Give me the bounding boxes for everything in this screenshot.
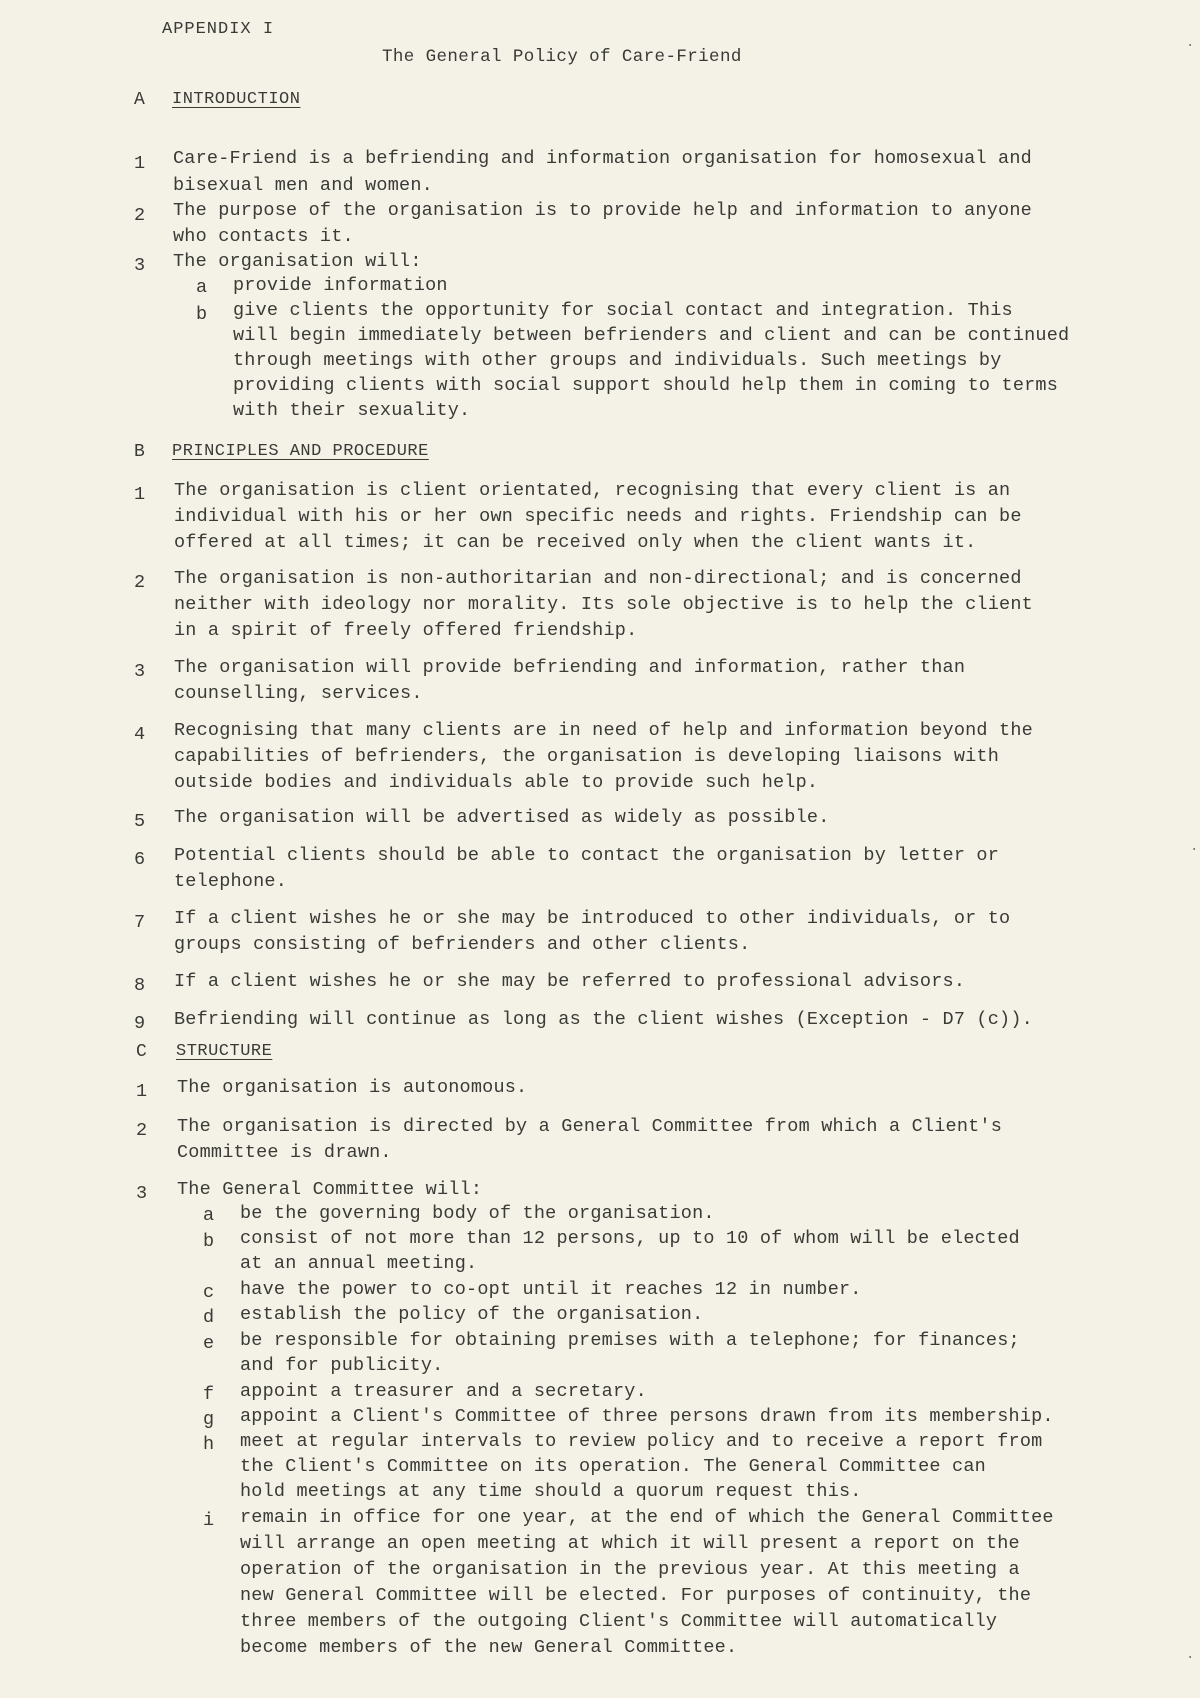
sub-item-letter: g [203, 1409, 215, 1430]
scan-mark: · [1186, 1650, 1195, 1666]
paragraph-line: offered at all times; it can be received only when the client wants it. [174, 532, 977, 553]
paragraph-line: groups consisting of befrienders and other clients. [174, 934, 751, 955]
paragraph-line: The organisation is client orientated, recognising that every client is an [174, 480, 1011, 501]
document-title: The General Policy of Care-Friend [382, 47, 742, 67]
paragraph-line: remain in office for one year, at the end of which the General Committee [240, 1507, 1054, 1528]
paragraph-line: appoint a Client's Committee of three persons drawn from its membership. [240, 1406, 1054, 1427]
paragraph-line: meet at regular intervals to review policy and to receive a report from [240, 1431, 1043, 1452]
paragraph-line: The purpose of the organisation is to provide help and information to anyone [173, 200, 1032, 221]
paragraph-line: be responsible for obtaining premises with a telephone; for finances; [240, 1330, 1020, 1351]
paragraph-line: telephone. [174, 871, 288, 892]
paragraph-line: Potential clients should be able to contact the organisation by letter or [174, 845, 1000, 866]
item-number: 2 [136, 1120, 148, 1141]
paragraph-line: operation of the organisation in the previous year. At this meeting a [240, 1559, 1020, 1580]
paragraph-line: have the power to co-opt until it reaches 12 in number. [240, 1279, 862, 1300]
item-number: 2 [134, 572, 146, 593]
paragraph-line: the Client's Committee on its operation. The General Committee can [240, 1456, 986, 1477]
paragraph-line: consist of not more than 12 persons, up to 10 of whom will be elected [240, 1228, 1020, 1249]
paragraph-line: in a spirit of freely offered friendship. [174, 620, 638, 641]
sub-item-letter: h [203, 1434, 215, 1455]
paragraph-line: The organisation is autonomous. [177, 1077, 528, 1098]
paragraph-line: providing clients with social support should help them in coming to terms [233, 375, 1059, 396]
item-number: 3 [134, 661, 146, 682]
item-number: 1 [134, 484, 146, 505]
paragraph-line: The organisation is directed by a General Committee from which a Client's [177, 1116, 1003, 1137]
paragraph-line: and for publicity. [240, 1355, 444, 1376]
paragraph-line: through meetings with other groups and individuals. Such meetings by [233, 350, 1002, 371]
paragraph-line: at an annual meeting. [240, 1253, 478, 1274]
section-c-heading: STRUCTURE [176, 1042, 273, 1061]
item-number: 3 [134, 255, 146, 276]
paragraph-line: Befriending will continue as long as the client wishes (Exception - D7 (c)). [174, 1009, 1033, 1030]
paragraph-line: become members of the new General Committee. [240, 1637, 738, 1658]
paragraph-line: will arrange an open meeting at which it will present a report on the [240, 1533, 1020, 1554]
item-number: 6 [134, 849, 146, 870]
paragraph-line: establish the policy of the organisation. [240, 1304, 704, 1325]
item-number: 1 [134, 153, 146, 174]
sub-item-letter: b [203, 1231, 215, 1252]
sub-item-letter: b [196, 304, 208, 325]
scan-mark: · [1186, 38, 1195, 54]
paragraph-line: new General Committee will be elected. For purposes of continuity, the [240, 1585, 1032, 1606]
sub-item-letter: i [203, 1510, 215, 1531]
paragraph-line: bisexual men and women. [173, 175, 433, 196]
section-b-heading: PRINCIPLES AND PROCEDURE [172, 442, 429, 461]
section-b-letter: B [134, 442, 145, 462]
paragraph-line: The organisation will provide befriending and information, rather than [174, 657, 966, 678]
paragraph-line: will begin immediately between befrienders and client and can be continued [233, 325, 1070, 346]
paragraph-line: outside bodies and individuals able to provide such help. [174, 772, 819, 793]
paragraph-line: individual with his or her own specific needs and rights. Friendship can be [174, 506, 1022, 527]
section-a-heading: INTRODUCTION [172, 90, 301, 109]
paragraph-line: counselling, services. [174, 683, 423, 704]
paragraph-line: provide information [233, 275, 448, 296]
paragraph-line: The organisation will: [173, 251, 422, 272]
sub-item-letter: a [196, 277, 208, 298]
item-number: 7 [134, 912, 146, 933]
sub-item-letter: a [203, 1205, 215, 1226]
section-a-letter: A [134, 90, 145, 110]
item-number: 3 [136, 1183, 148, 1204]
paragraph-line: be the governing body of the organisation. [240, 1203, 715, 1224]
paragraph-line: If a client wishes he or she may be introduced to other individuals, or to [174, 908, 1011, 929]
item-number: 2 [134, 205, 146, 226]
scan-mark: · [1190, 842, 1199, 858]
sub-item-letter: c [203, 1282, 215, 1303]
paragraph-line: The General Committee will: [177, 1179, 483, 1200]
item-number: 4 [134, 724, 146, 745]
item-number: 9 [134, 1013, 146, 1034]
paragraph-line: Committee is drawn. [177, 1142, 392, 1163]
paragraph-line: neither with ideology nor morality. Its sole objective is to help the client [174, 594, 1033, 615]
section-c-letter: C [136, 1042, 147, 1062]
item-number: 1 [136, 1081, 148, 1102]
paragraph-line: hold meetings at any time should a quorum request this. [240, 1481, 862, 1502]
paragraph-line: Care-Friend is a befriending and information organisation for homosexual and [173, 148, 1032, 169]
sub-item-letter: f [203, 1384, 215, 1405]
sub-item-letter: d [203, 1307, 215, 1328]
paragraph-line: capabilities of befrienders, the organisation is developing liaisons with [174, 746, 1000, 767]
sub-item-letter: e [203, 1333, 215, 1354]
item-number: 8 [134, 975, 146, 996]
paragraph-line: If a client wishes he or she may be referred to professional advisors. [174, 971, 966, 992]
paragraph-line: Recognising that many clients are in need of help and information beyond the [174, 720, 1033, 741]
appendix-label: APPENDIX I [162, 20, 275, 39]
paragraph-line: with their sexuality. [233, 400, 471, 421]
paragraph-line: give clients the opportunity for social contact and integration. This [233, 300, 1013, 321]
paragraph-line: three members of the outgoing Client's Committee will automatically [240, 1611, 998, 1632]
paragraph-line: The organisation is non-authoritarian and non-directional; and is concerned [174, 568, 1022, 589]
item-number: 5 [134, 811, 146, 832]
paragraph-line: appoint a treasurer and a secretary. [240, 1381, 647, 1402]
paragraph-line: who contacts it. [173, 226, 354, 247]
paragraph-line: The organisation will be advertised as widely as possible. [174, 807, 830, 828]
